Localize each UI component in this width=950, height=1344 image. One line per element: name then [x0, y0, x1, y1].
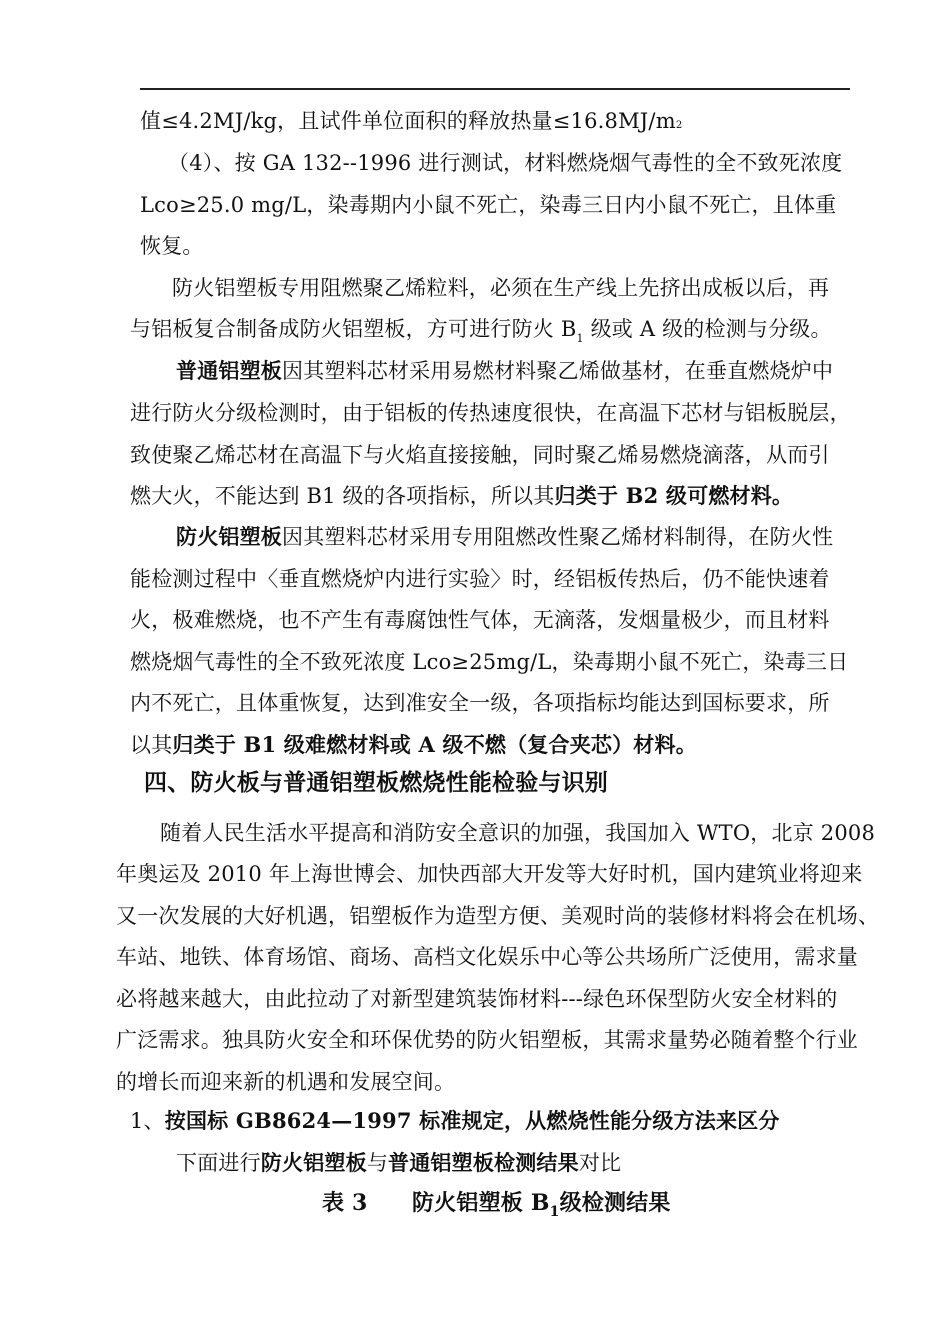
text-line	[116, 859, 862, 889]
text-line	[116, 1067, 455, 1097]
text-line	[168, 148, 842, 178]
text-line	[172, 273, 829, 303]
text-line	[130, 730, 697, 760]
text-line	[116, 984, 837, 1014]
heading-text: 四、防火板与普通铝塑板燃烧性能检验与识别	[144, 769, 608, 796]
section-heading	[144, 768, 608, 798]
caption-text: 表 3 防火铝塑板 B	[322, 1190, 550, 1216]
superscript: 2	[675, 120, 683, 131]
text-segment: 必将越来越大，由此拉动了对新型建筑装饰材料---绿色环保型防火安全材料的	[116, 987, 838, 1011]
text-line	[140, 190, 836, 220]
text-segment: 1、	[130, 1109, 165, 1133]
subscript: 1	[576, 332, 584, 345]
text-segment: 恢复。	[140, 234, 204, 258]
text-segment: 广泛需求。独具防火安全和环保优势的防火铝塑板，其需求量势必随着整个行业	[116, 1028, 858, 1052]
text-line	[130, 647, 848, 677]
text-segment: 的增长而迎来新的机遇和发展空间。	[116, 1070, 456, 1094]
text-line	[176, 1148, 621, 1178]
text-segment: 又一次发展的大好机遇，铝塑板作为造型方便、美观时尚的装修材料将会在机场、	[116, 904, 880, 928]
text-segment: 燃大火，不能达到 B1 级的各项指标，所以其	[130, 484, 555, 508]
bold-term: 防火铝塑板	[176, 524, 282, 549]
text-line	[130, 605, 830, 635]
text-segment: Lco≥25.0 mg/L，染毒期内小鼠不死亡，染毒三日内小鼠不死亡，且体重	[140, 193, 837, 217]
text-line	[130, 314, 832, 354]
text-line	[160, 818, 875, 848]
text-segment: 下面进行	[176, 1151, 261, 1175]
table-caption	[322, 1188, 671, 1227]
text-line	[140, 106, 682, 141]
text-segment: 随着人民生活水平提高和消防安全意识的加强，我国加入 WTO，北京 2008	[160, 821, 875, 845]
text-segment: 以其	[130, 733, 173, 757]
text-segment: 进行防火分级检测时，由于铝板的传热速度很快，在高温下芯材与铝板脱层，	[130, 401, 851, 425]
text-segment: 内不死亡，且体重恢复，达到准安全一级，各项指标均能达到国标要求，所	[130, 691, 830, 715]
header-rule	[140, 88, 850, 90]
text-segment: 因其塑料芯材采用易燃材料聚乙烯做基材，在垂直燃烧炉中	[282, 359, 834, 383]
bold-term: 普通铝塑板检测结果	[388, 1150, 579, 1175]
text-segment: 能检测过程中〈垂直燃烧炉内进行实验〉时，经铝板传热后，仍不能快速着	[130, 567, 830, 591]
text-segment: 火，极难燃烧，也不产生有毒腐蚀性气体，无滴落，发烟量极少，而且材料	[130, 608, 830, 632]
text-line	[130, 440, 830, 470]
text-line	[116, 901, 879, 931]
text-line	[176, 356, 833, 386]
caption-text: 级检测结果	[559, 1190, 671, 1216]
text-line	[116, 942, 858, 972]
text-segment: 防火铝塑板专用阻燃聚乙烯粒料，必须在生产线上先挤出成板以后，再	[172, 276, 830, 300]
text-segment: 年奥运及 2010 年上海世博会、加快西部大开发等大好时机，国内建筑业将迎来	[116, 862, 863, 886]
numbered-heading	[130, 1106, 780, 1136]
text-line	[130, 564, 830, 594]
subscript: 1	[549, 1204, 560, 1220]
text-line	[116, 1025, 858, 1055]
text-segment: 车站、地铁、体育场馆、商场、高档文化娱乐中心等公共场所广泛使用，需求量	[116, 945, 858, 969]
bold-term: 归类于 B2 级可燃材料。	[554, 483, 794, 508]
text-line	[140, 231, 204, 261]
text-segment: （4）、按 GA 132--1996 进行测试，材料燃烧烟气毒性的全不致死浓度	[168, 151, 843, 175]
text-segment: 对比	[578, 1151, 622, 1175]
text-segment: 与	[366, 1151, 389, 1175]
bold-term: 普通铝塑板	[176, 358, 282, 383]
bold-term: 防火铝塑板	[260, 1150, 367, 1175]
text-segment: 因其塑料芯材采用专用阻燃改性聚乙烯材料制得，在防火性	[282, 525, 834, 549]
text-segment: 致使聚乙烯芯材在高温下与火焰直接接触，同时聚乙烯易燃烧滴落，从而引	[130, 443, 830, 467]
text-line	[130, 688, 830, 718]
text-line	[130, 398, 851, 428]
text-segment: 值≤4.2MJ/kg，且试件单位面积的释放热量≤16.8MJ/m	[140, 109, 676, 133]
text-segment: 燃烧烟气毒性的全不致死浓度 Lco≥25mg/L，染毒期小鼠不死亡，染毒三日	[130, 650, 849, 674]
text-line	[176, 522, 833, 552]
bold-term: 按国标 GB8624—1997 标准规定，从燃烧性能分级方法来区分	[164, 1108, 780, 1133]
text-segment: 级或 A 级的检测与分级。	[583, 317, 832, 341]
bold-term: 归类于 B1 级难燃材料或 A 级不燃（复合夹芯）材料。	[172, 732, 697, 757]
text-segment: 与铝板复合制备成防火铝塑板，方可进行防火 B	[130, 317, 577, 341]
text-line	[130, 481, 793, 511]
